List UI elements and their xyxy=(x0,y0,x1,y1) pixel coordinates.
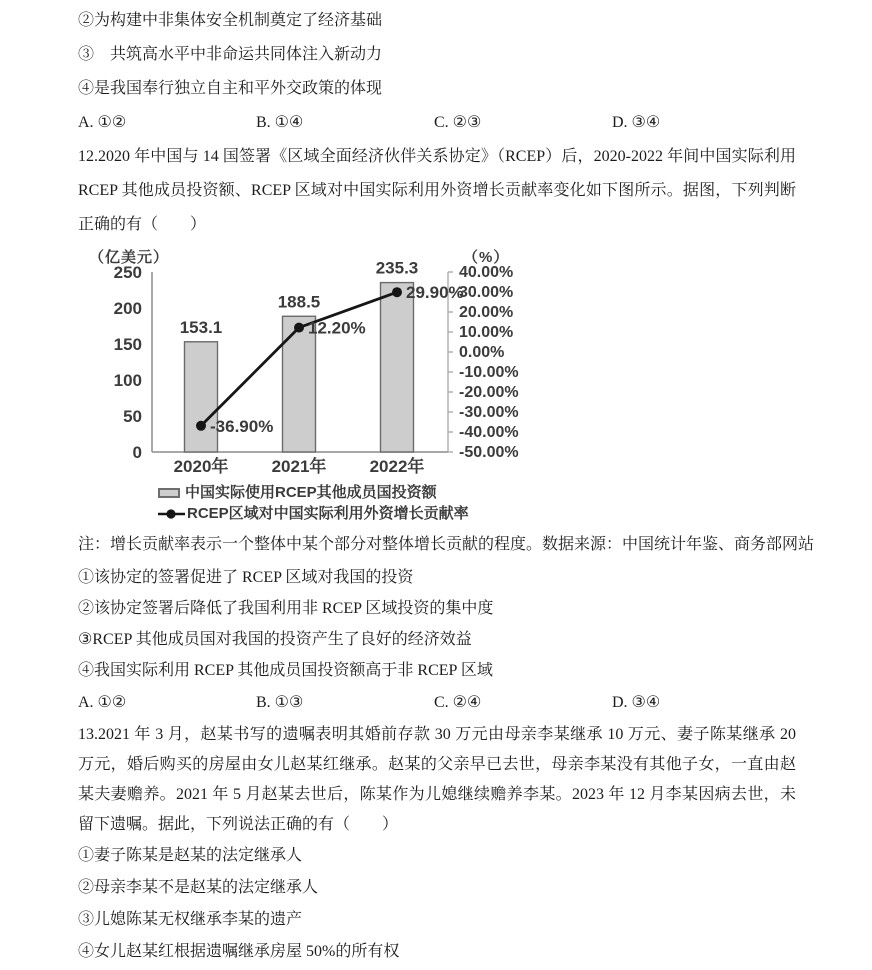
q12-items xyxy=(78,562,796,686)
chart-legend xyxy=(158,482,469,524)
point-value-label: -36.90% xyxy=(210,416,274,436)
bar-value-label: 188.5 xyxy=(277,292,321,312)
right-axis-tick: 30.00% xyxy=(459,284,514,301)
legend-row-bar xyxy=(158,482,469,503)
x-axis-label: 2021年 xyxy=(271,457,327,476)
q13-item-1: ①妻子陈某是赵某的法定继承人 xyxy=(78,847,303,864)
right-axis-tick: -40.00% xyxy=(459,424,519,441)
right-axis-title: （%） xyxy=(463,249,510,266)
left-axis-tick: 250 xyxy=(113,263,142,282)
bar-legend-label: 中国实际使用RCEP其他成员国投资额 xyxy=(185,484,437,501)
left-axis-tick: 150 xyxy=(113,335,142,354)
line-point xyxy=(392,287,402,297)
q12-item-3: ③RCEP 其他成员国对我国的投资产生了良好的经济效益 xyxy=(78,631,472,648)
left-axis-tick: 100 xyxy=(113,371,142,390)
q13-item-4: ④女儿赵某红根据遗嘱继承房屋 50%的所有权 xyxy=(78,943,400,960)
q13-item-2: ②母亲李某不是赵某的法定继承人 xyxy=(78,879,319,896)
bar-value-label: 153.1 xyxy=(179,317,223,337)
bar-value-label: 235.3 xyxy=(375,258,419,278)
right-axis-tick: -50.00% xyxy=(459,444,519,461)
q11-item-3: ③ 共筑高水平中非命运共同体注入新动力 xyxy=(78,46,383,63)
q11-item-2: ②为构建中非集体安全机制奠定了经济基础 xyxy=(78,12,383,29)
q12-item-2: ②该协定签署后降低了我国利用非 RCEP 区域投资的集中度 xyxy=(78,600,494,617)
q13-stem: 13.2021 年 3 月，赵某书写的遗嘱表明其婚前存款 30 万元由母亲李某继承 10 万元、妻子陈某继承 20 万元，婚后购买的房屋由女儿赵某红继承。赵某的父亲早已去世，母亲李某没有其他子女，一直由赵某夫妻赡养。2021 年 5 月赵某去世后，陈某作为儿媳继续赡养李某。2023 年 12 月李某因病去世，未留下遗嘱。据此，下列说法正确的有（ ） xyxy=(78,726,796,833)
bar-legend-swatch-icon xyxy=(158,488,180,498)
q12-stem: 12.2020 年中国与 14 国签署《区域全面经济伙伴关系协定》（RCEP）后，2020-2022 年间中国实际利用 RCEP 其他成员投资额、RCEP 区域对中国实际利用外资增长贡献率变化如下图所示。据图，下列判断正确的有（ ） xyxy=(78,148,796,233)
q11-options-row xyxy=(78,106,796,140)
q12-options-row xyxy=(78,686,796,720)
right-axis-tick: -20.00% xyxy=(459,384,519,401)
left-axis-tick: 0 xyxy=(132,443,142,462)
line-point xyxy=(196,421,206,431)
q11-option-d: D. ③④ xyxy=(612,114,661,131)
right-axis-tick: 10.00% xyxy=(459,324,514,341)
q13-item-3: ③儿媳陈某无权继承李某的遗产 xyxy=(78,911,303,928)
chart-note: 注：增长贡献率表示一个整体中某个部分对整体增长贡献的程度。数据来源：中国统计年鉴、商务部网站 xyxy=(78,536,815,553)
left-axis-tick: 50 xyxy=(123,407,142,426)
x-axis-label: 2020年 xyxy=(173,457,229,476)
line-legend-marker-icon xyxy=(158,508,185,520)
q13-items xyxy=(78,840,796,968)
q12-item-1: ①该协定的签署促进了 RCEP 区域对我国的投资 xyxy=(78,569,414,586)
q11-option-b: B. ①④ xyxy=(256,114,304,131)
line-legend-label: RCEP区域对中国实际利用外资增长贡献率 xyxy=(187,505,469,522)
q12-option-b: B. ①③ xyxy=(256,694,304,711)
right-axis-tick: 0.00% xyxy=(459,344,505,361)
line-point xyxy=(294,323,304,333)
q12-item-4: ④我国实际利用 RCEP 其他成员国投资额高于非 RCEP 区域 xyxy=(78,662,493,679)
right-axis-tick: 40.00% xyxy=(459,264,514,281)
investment-bar xyxy=(381,283,414,452)
q11-option-c: C. ②③ xyxy=(434,114,482,131)
right-axis-tick: -30.00% xyxy=(459,404,519,421)
left-axis-title: （亿美元） xyxy=(89,249,170,266)
legend-row-line xyxy=(158,503,469,524)
q12-option-a: A. ①② xyxy=(78,694,127,711)
point-value-label: 29.90% xyxy=(406,283,464,303)
q11-option-a: A. ①② xyxy=(78,114,127,131)
point-value-label: 12.20% xyxy=(308,318,366,338)
q11-item-4: ④是我国奉行独立自主和平外交政策的体现 xyxy=(78,80,383,97)
combo-chart-svg xyxy=(85,246,565,480)
q12-option-d: D. ③④ xyxy=(612,694,661,711)
right-axis-tick: -10.00% xyxy=(459,364,519,381)
right-axis-tick: 20.00% xyxy=(459,304,514,321)
x-axis-label: 2022年 xyxy=(369,457,425,476)
left-axis-tick: 200 xyxy=(113,299,142,318)
q12-option-c: C. ②④ xyxy=(434,694,482,711)
rcep-investment-chart xyxy=(85,246,565,524)
